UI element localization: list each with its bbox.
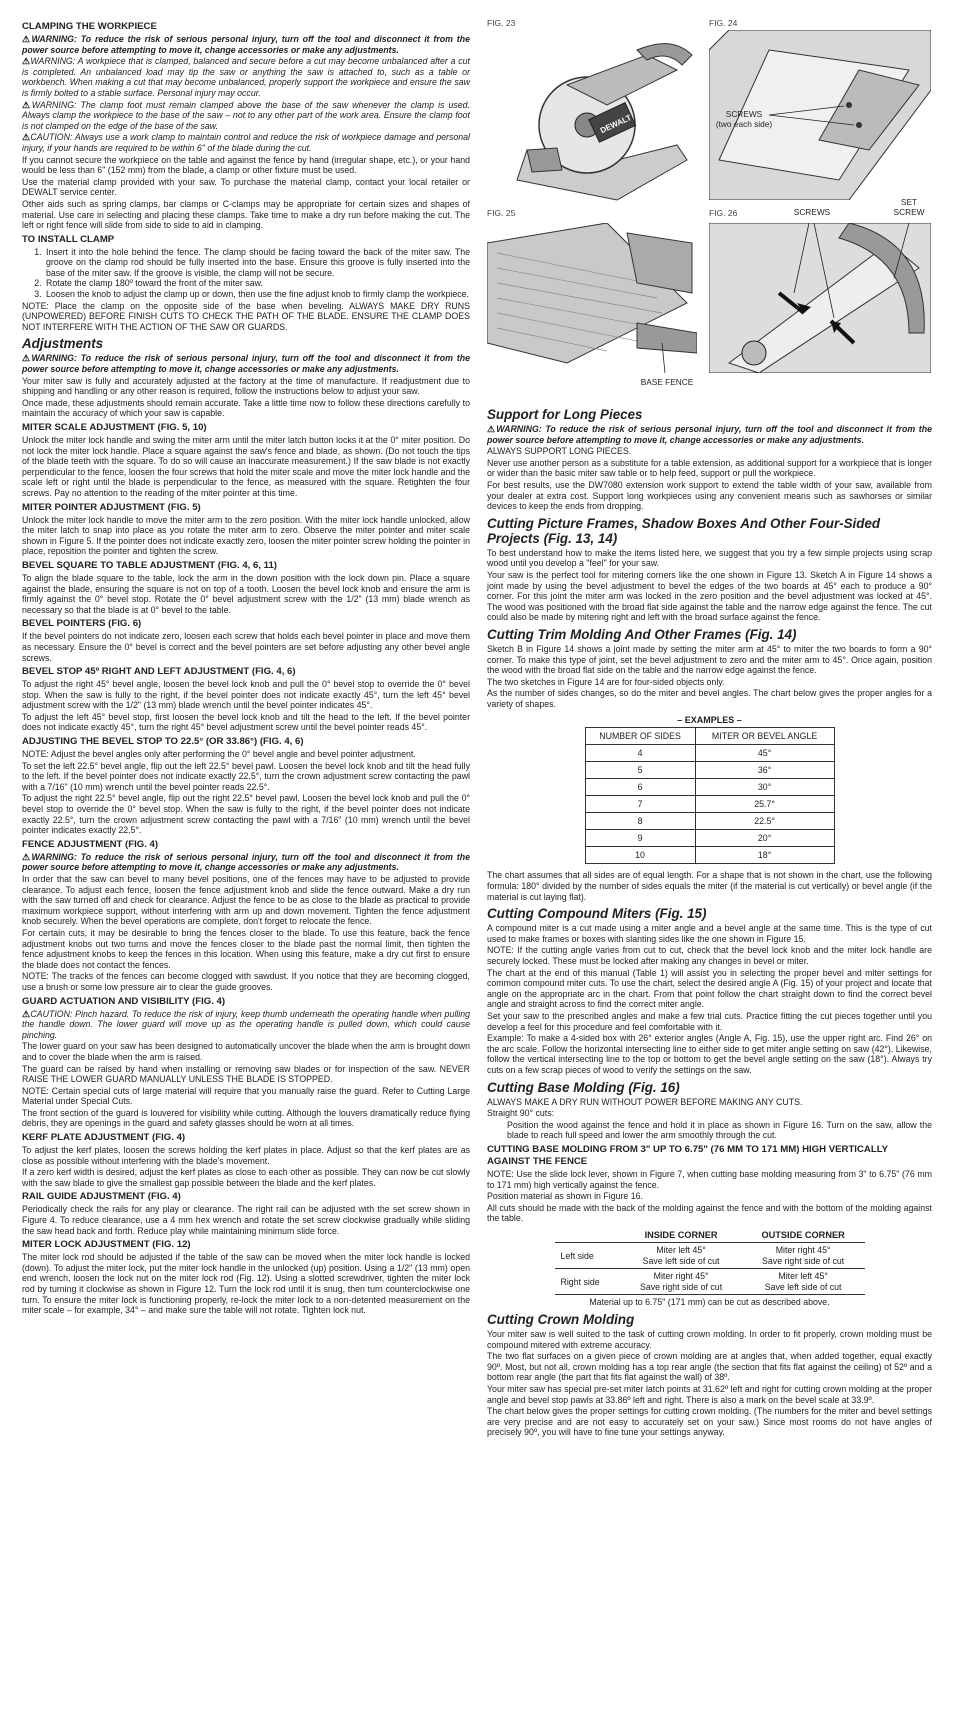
dewalt-logo-text: DEWALT xyxy=(598,112,633,136)
note: NOTE: Adjust the bevel angles only after performing the 0° bevel angle and bevel pointer adjustment. xyxy=(22,749,416,760)
base-molding-table xyxy=(555,1228,865,1296)
paragraph: For certain cuts, it may be desirable to bring the fences closer to the blade. To use this feature, back the fence adjustment knobs out two turns and move the fences closer to the blade past the normal limit, then tighten the fence adjustment knobs to keep the fences in this location. When using this feature, make a dry cut first to ensure the blade does not contact the fences. xyxy=(22,927,470,970)
warning-icon: ⚠ xyxy=(487,424,497,434)
fig26-screws-callout: SCREWS xyxy=(793,207,831,217)
table-row: 10 18° xyxy=(585,847,834,864)
section-picture-frames: Cutting Picture Frames, Shadow Boxes And Other Four-Sided Projects (Fig. 13, 14) xyxy=(487,515,881,546)
warning-icon: ⚠ xyxy=(22,851,32,862)
caution-icon: ⚠ xyxy=(22,132,31,143)
section-adjustments: Adjustments xyxy=(22,336,104,352)
warning-disconnect: ⚠WARNING: To reduce the risk of serious personal injury, turn off the tool and disconnect it from the power source before attempting to move it, change accessories or make any adjustments. xyxy=(22,34,470,55)
paragraph: Unlock the miter lock handle to move the miter arm to the zero position. With the miter lock handle unlocked, allow the miter latch to snap into place as you rotate the miter arm to zero. Observe the miter pointer and miter scale shown in Figure 5. If the pointer does not indicate exactly zero, loosen the miter pointer screw holding the pointer in place, reposition the pointer and tighten the screw. xyxy=(22,514,470,557)
paragraph: The chart assumes that all sides are of equal length. For a shape that is not shown in the chart, use the following formula: 180° divided by the number of sides equals the miter (if the material is cut vertically) or bevel angle (if the material is cut laying flat). xyxy=(487,870,932,902)
paragraph: Other aids such as spring clamps, bar clamps or C-clamps may be appropriate for certain sizes and shapes of material. Use care in selecting and placing these clamps. Take time to make a dry run before making the cut. The left or right fence will slide from side to side to aid in clamping. xyxy=(22,198,470,231)
warning-disconnect: ⚠WARNING: To reduce the risk of serious personal injury, turn off the tool and disconnect it from the power source before attempting to move it, change accessories or make any adjustments. xyxy=(22,851,470,873)
paragraph: To set the left 22.5° bevel angle, flip out the left 22.5° bevel pawl. Loosen the bevel lock knob and tilt the head fully to the left. If the bevel pointer does not indicate exactly 22.5°, turn the crown adjustment screw contacting the pawl with a 7/16" (10 mm) wrench until the bevel pointer reads 22.5°. xyxy=(22,760,470,792)
paragraph: Straight 90° cuts: xyxy=(487,1108,555,1119)
table-row: 9 20° xyxy=(585,830,834,847)
paragraph: Sketch B in Figure 14 shows a joint made by setting the miter arm at 45° to miter the two boards to form a 90° corner. To make this type of joint, set the bevel adjustment to zero and the miter arm to 45°. Once again, position the wood with the broad flat side on the table and the narrow edge against the fence. xyxy=(487,643,932,676)
heading-base-molding-vertical: CUTTING BASE MOLDING FROM 3" UP TO 6.75" (76 MM TO 171 MM) HIGH VERTICALLY AGAINST THE FENCE xyxy=(487,1143,888,1167)
install-steps xyxy=(22,247,470,300)
paragraph: A compound miter is a cut made using a miter angle and a bevel angle at the same time. This is the type of cut used to make frames or boxes with slanting sides like the one shown in Figure 15. xyxy=(487,923,932,944)
note: NOTE: Certain special cuts of large material will require that you manually raise the guard. Refer to Cutting Large Material under Special Cuts. xyxy=(22,1085,470,1107)
section-trim-molding: Cutting Trim Molding And Other Frames (Fig. 14) xyxy=(487,626,797,642)
heading-kerf: KERF PLATE ADJUSTMENT (FIG. 4) xyxy=(22,1132,186,1144)
paragraph: Periodically check the rails for any play or clearance. The right rail can be adjusted with the set screw shown in Figure 4. To reduce clearance, use a 4 mm hex wrench and rotate the set screw clockwise gradually while sliding the saw head back and forth. Reduce play while maintaining minimum slide force. xyxy=(22,1204,470,1236)
paragraph: Your miter saw is fully and accurately adjusted at the factory at the time of manufacture. If readjustment due to shipping and handling or any other reason is required, follow the instructions below to adjust your saw. xyxy=(22,375,470,397)
table-header: OUTSIDE CORNER xyxy=(742,1228,865,1243)
table-row: 4 45° xyxy=(585,745,834,762)
warning-icon: ⚠ xyxy=(22,34,32,44)
examples-table xyxy=(585,727,835,864)
warning-disconnect: ⚠WARNING: To reduce the risk of serious personal injury, turn off the tool and disconnect it from the power source before attempting to move it, change accessories or make any adjustments. xyxy=(22,353,470,375)
note: NOTE: If the cutting angle varies from cut to cut, check that the bevel lock knob and the miter lock handle are securely locked. These must be locked after making any changes in bevel or miter. xyxy=(487,945,932,967)
warning-icon: ⚠ xyxy=(22,353,32,364)
table-row: 8 22.5° xyxy=(585,813,834,830)
table-row: 6 30° xyxy=(585,779,834,796)
heading-bevel-pointers: BEVEL POINTERS (FIG. 6) xyxy=(22,618,142,630)
table-row: Right side Miter right 45° Save right side of cut Miter left 45° Save left side of cut xyxy=(555,1269,865,1295)
paragraph: To adjust the right 45° bevel angle, loosen the bevel lock knob and pull the 0° bevel stop to override the 0° bevel stop. When the saw is fully to the right, if the bevel pointer does not indicate exactly 45°, turn the left 45° bevel adjustment screw with the 1/2" (13 mm) blade wrench until the bevel pointer indicates 45°. xyxy=(22,679,470,711)
paragraph: Your miter saw has special pre-set miter latch points at 31.62º left and right for cutting crown molding at the proper angle and bevel stop pawls at 33.86º left and right. There is also a mark on the bevel scale at 33.9º. xyxy=(487,1383,932,1405)
paragraph: The lower guard on your saw has been designed to automatically uncover the blade when the arm is brought down and to cover the blade when the arm is raised. xyxy=(22,1041,470,1062)
fig24-label: FIG. 24 xyxy=(709,18,738,28)
paragraph: To align the blade square to the table, lock the arm in the down position with the lock down pin. Place a square against the blade, ensuring the square is not on top of a tooth. Loosen the bevel lock knob and ensure the arm is firmly against the 0° bevel stop. Rotate the 0° bevel adjustment screw with the 1/2" (13 mm) blade wrench as necessary so that the blade is at 0° bevel to the table. xyxy=(22,572,470,615)
heading-miter-scale: MITER SCALE ADJUSTMENT (FIG. 5, 10) xyxy=(22,422,207,433)
paragraph: If a zero kerf width is desired, adjust the kerf plates as close to each other as possible. They can now be cut slowly with the saw blade to give the smallest gap possible between the blade and the kerf plates. xyxy=(22,1167,470,1188)
caution-icon: ⚠ xyxy=(22,1008,31,1019)
paragraph: If the bevel pointers do not indicate zero, loosen each screw that holds each bevel pointer in place and move them as necessary. Ensure the 0° bevel is correct and the bevel pointers are set before adjusting any other bevel angle screws. xyxy=(22,631,470,663)
paragraph: In order that the saw can bevel to many bevel positions, one of the fences may have to be adjusted to provide clearance. To adjust each fence, loosen the fence adjustment knob and slide the fence outward. Make a dry run with the saw turned off and check for clearance. Adjust the fence to be as close to the blade as practical to provide maximum workpiece support, without interfering with arm up and down movement. Tighten the fence adjustment knob securely. When the bevel operations are complete, don't forget to relocate the fence. xyxy=(22,874,470,927)
warning-unbalanced: ⚠WARNING: A workpiece that is clamped, balanced and secure before a cut may become unbalanced after a cut is completed. An unbalanced load may tip the saw or anything the saw is attached to, such as a table or workbench. When making a cut that may become unbalanced, properly support the workpiece and ensure the saw is firmly bolted to a stable surface. Personal injury may occur. xyxy=(22,56,470,98)
table-footer-note: Material up to 6.75" (171 mm) can be cut as described above. xyxy=(589,1297,830,1308)
section-base-molding: Cutting Base Molding (Fig. 16) xyxy=(487,1079,680,1095)
paragraph: All cuts should be made with the back of the molding against the fence and with the bottom of the molding against the table. xyxy=(487,1202,932,1224)
table-row: 7 25.7° xyxy=(585,796,834,813)
paragraph: Never use another person as a substitute for a table extension, as additional support for a workpiece that is longer or wider than the basic miter saw table or to help feed, support or pull the workpiece. xyxy=(487,457,932,479)
caution-work-clamp: ⚠CAUTION: Always use a work clamp to maintain control and reduce the risk of workpiece damage and personal injury, if your hands are required to be within 6" of the blade during the cut. xyxy=(22,132,470,153)
heading-bevel-22: ADJUSTING THE BEVEL STOP TO 22.5° (OR 33.86°) (FIG. 4, 6) xyxy=(22,736,304,748)
table-row: Left side Miter left 45° Save left side of cut Miter right 45° Save right side of cut xyxy=(555,1243,865,1269)
paragraph: To adjust the left 45° bevel stop, first loosen the bevel lock knob and tilt the head to the left. If the bevel pointer does not indicate exactly 45°, turn the right 45° bevel adjustment screw until the bevel pointer reads 45°. xyxy=(22,711,470,733)
paragraph: ALWAYS MAKE A DRY RUN WITHOUT POWER BEFORE MAKING ANY CUTS. xyxy=(487,1096,803,1107)
examples-caption: – EXAMPLES – xyxy=(677,715,742,726)
left-column xyxy=(22,18,470,1317)
warning-icon: ⚠ xyxy=(22,99,32,110)
figures-block xyxy=(487,18,932,403)
note: NOTE: Place the clamp on the opposite side of the base when beveling. ALWAYS MAKE DRY RUNS (UNPOWERED) BEFORE FINISH CUTS TO CHECK THE PATH OF THE BLADE. ENSURE THE CLAMP DOES NOT INTERFERE WITH THE ACTION OF THE SAW OR GUARDS. xyxy=(22,300,470,332)
fig23-label: FIG. 23 xyxy=(487,18,516,28)
paragraph: Example: To make a 4-sided box with 26° exterior angles (Angle A, Fig. 15), use the upper right arc. Find 26° on the arc scale. Follow the horizontal intersecting line to either side to get miter angle setting on saw (42°). Likewise, follow the vertical intersecting line to the top or bottom to get the bevel angle setting on the saw (18°). Always try cuts on a few scrap pieces of wood to verify the settings on the saw. xyxy=(487,1033,932,1075)
paragraph: Use the material clamp provided with your saw. To purchase the material clamp, contact your local retailer or DEWALT service center. xyxy=(22,176,470,198)
fig23-saw-illustration xyxy=(497,30,697,210)
paragraph: To adjust the kerf plates, loosen the screws holding the kerf plates in place. Adjust so that the kerf plates are as close as possible without interfering with the blade's movement. xyxy=(22,1145,470,1166)
table-header: MITER OR BEVEL ANGLE xyxy=(695,728,834,745)
note: NOTE: Use the slide lock lever, shown in Figure 7, when cutting base molding measuring from 3" to 6.75" (76 mm to 171 mm) high vertically against the fence. xyxy=(487,1168,932,1190)
warning-disconnect: ⚠WARNING: To reduce the risk of serious personal injury, turn off the tool and disconnect it from the power source before attempting to move it, change accessories or make any adjustments. xyxy=(487,424,932,445)
fig25-base-fence-illustration xyxy=(487,223,697,373)
fig25-label: FIG. 25 xyxy=(487,208,516,218)
paragraph: The chart at the end of this manual (Table 1) will assist you in selecting the proper bevel and miter settings for common compound miter cuts. To use the chart, select the desired angle A (Fig. 15) of your project and locate that angle on the appropriate arc in the chart. From that point follow the chart straight down to find the correct bevel angle and straight across to find the correct miter angle. xyxy=(487,967,932,1010)
heading-clamping: CLAMPING THE WORKPIECE xyxy=(22,21,157,32)
paragraph: The front section of the guard is louvered for visibility while cutting. Although the louvers dramatically reduce flying debris, they are openings in the guard and safety glasses should be worn at all times. xyxy=(22,1107,470,1129)
table-header: INSIDE CORNER xyxy=(620,1228,741,1243)
fig26-rail-illustration xyxy=(709,223,931,373)
right-column xyxy=(487,18,932,1439)
fig25-base-fence-callout: BASE FENCE xyxy=(640,377,694,387)
heading-miter-pointer: MITER POINTER ADJUSTMENT (FIG. 5) xyxy=(22,501,201,513)
heading-install-clamp: TO INSTALL CLAMP xyxy=(22,233,115,245)
paragraph: Unlock the miter lock handle and swing the miter arm until the miter latch button locks it at the 0° miter position. Do not lock the miter lock handle. Place a square against the saw's fence and blade, as shown. (Do not touch the tips of the blade teeth with the square. To do so will cause an inaccurate measurement.) If the saw blade is not exactly perpendicular to the fence, loosen the four screws that hold the miter scale and move the miter lock handle and the scale left or right until the blade is perpendicular to the fence, as measured with the square. Retighten the four screws. Pay no attention to the reading of the miter pointer at this time. xyxy=(22,435,470,498)
paragraph: Position material as shown in Figure 16. xyxy=(487,1191,643,1202)
paragraph: If you cannot secure the workpiece on the table and against the fence by hand (irregular shape, etc.), or your hand would be less than 6" (152 mm) from the blade, a clamp or other fixture must be used. xyxy=(22,154,470,176)
list-item: 2. Rotate the clamp 180º toward the front of the miter saw. xyxy=(44,278,470,289)
table-header-row xyxy=(555,1228,865,1243)
paragraph: Once made, these adjustments should remain accurate. Take a little time now to follow these directions carefully to maintain the accuracy of which your saw is capable. xyxy=(22,397,470,419)
heading-bevel-stop-45: BEVEL STOP 45º RIGHT AND LEFT ADJUSTMENT (FIG. 4, 6) xyxy=(22,666,296,678)
fig26-label: FIG. 26 xyxy=(709,208,738,218)
fig24-screws-callout: SCREWS (two each side) xyxy=(715,109,773,129)
fig26-set-screw-callout: SET SCREW xyxy=(893,197,925,217)
paragraph: To adjust the right 22.5° bevel angle, flip out the right 22.5° bevel pawl. Loosen the bevel lock knob and pull the 0° bevel stop to override the 0° bevel stop. When the saw is fully to the right, if the bevel pointer does not indicate exactly 22.5°, turn the crown adjustment screw contacting the pawl with a 7/16" (10 mm) wrench until the bevel pointer indicates exactly 22.5°. xyxy=(22,793,470,836)
paragraph: Position the wood against the fence and hold it in place as shown in Figure 16. Turn on the saw, allow the blade to reach full speed and lower the arm smoothly through the cut. xyxy=(507,1119,932,1141)
paragraph: Your saw is the perfect tool for mitering corners like the one shown in Figure 13. Sketch A in Figure 14 shows a joint made by using the bevel adjustment to bevel the edges of the two boards at 45° each to produce a 90° corner. For this joint the miter arm was locked in the zero position and the bevel adjustment was locked at 45°. The wood was positioned with the broad flat side against the table and the narrow edge against the fence. The cut could also be made by mitering right and left with the broad surface against the fence. xyxy=(487,569,932,623)
table-header-row xyxy=(585,728,834,745)
heading-miter-lock: MITER LOCK ADJUSTMENT (FIG. 12) xyxy=(22,1239,191,1251)
paragraph: Your miter saw is well suited to the task of cutting crown molding. In order to fit properly, crown molding must be compound mitered with extreme accuracy. xyxy=(487,1329,932,1350)
section-compound-miters: Cutting Compound Miters (Fig. 15) xyxy=(487,906,707,922)
paragraph: The two sketches in Figure 14 are for four-sided objects only. xyxy=(487,676,725,687)
note: NOTE: The tracks of the fences can become clogged with sawdust. If you notice that they are becoming clogged, use a brush or some low pressure air to clear the guide grooves. xyxy=(22,971,470,992)
paragraph: To best understand how to make the items listed here, we suggest that you try a few simple projects using scrap wood until you develop a "feel" for your saw. xyxy=(487,547,932,569)
heading-guard: GUARD ACTUATION AND VISIBILITY (FIG. 4) xyxy=(22,995,226,1007)
section-crown-molding: Cutting Crown Molding xyxy=(487,1312,635,1327)
list-item: 1. Insert it into the hole behind the fence. The clamp should be facing toward the back of the miter saw. The groove on the clamp rod should be fully inserted into the base. Ensure this groove is fully inserted into the base of the miter saw. If the groove is visible, the clamp will not be secure. xyxy=(44,247,470,279)
heading-fence: FENCE ADJUSTMENT (FIG. 4) xyxy=(22,838,159,850)
heading-bevel-square: BEVEL SQUARE TO TABLE ADJUSTMENT (FIG. 4, 6, 11) xyxy=(22,559,277,571)
warning-icon: ⚠ xyxy=(22,56,31,67)
paragraph: The guard can be raised by hand when installing or removing saw blades or for inspection of the saw. NEVER RAISE THE LOWER GUARD MANUALLY UNLESS THE BLADE IS STOPPED. xyxy=(22,1063,470,1085)
paragraph: The two flat surfaces on a given piece of crown molding are at angles that, when added together, equal exactly 90º. Most, but not all, crown molding has a top rear angle (the section that fits flat against the ceiling) of 52º and a bottom rear angle (the part that fits flat against the wall) of 38º. xyxy=(487,1351,932,1383)
list-item: 3. Loosen the knob to adjust the clamp up or down, then use the fine adjust knob to firmly clamp the workpiece. xyxy=(44,289,470,300)
paragraph: For best results, use the DW7080 extension work support to extend the table width of your saw, available from your dealer at extra cost. Support long workpieces using any convenient means such as sawhorses or similar devices to keep the ends from dropping. xyxy=(487,479,932,512)
table-row: 5 36° xyxy=(585,762,834,779)
paragraph: As the number of sides changes, so do the miter and bevel angles. The chart below gives the proper angles for a variety of shapes. xyxy=(487,688,932,709)
warning-clamp-foot: ⚠WARNING: The clamp foot must remain clamped above the base of the saw whenever the clamp is used. Always clamp the workpiece to the base of the saw – not to any other part of the work area. Ensure the clamp foot is not clamped on the edge of the base of the saw. xyxy=(22,99,470,131)
heading-rail: RAIL GUIDE ADJUSTMENT (FIG. 4) xyxy=(22,1191,181,1203)
table-header: NUMBER OF SIDES xyxy=(585,728,695,745)
paragraph: The chart below gives the proper settings for cutting crown molding. (The numbers for the miter and bevel settings are very precise and are not easy to accurately set on your saw.) Since most rooms do not have angles of precisely 90º, you will have to fine tune your settings anyway. xyxy=(487,1406,932,1438)
paragraph: ALWAYS SUPPORT LONG PIECES. xyxy=(487,446,632,457)
paragraph: The miter lock rod should be adjusted if the table of the saw can be moved when the miter lock handle is locked (down). To adjust the miter lock, put the miter lock handle in the unlocked (up) position. Using a 1/2" (13 mm) open end wrench, loosen the lock nut on the miter lock rod (Fig. 12). Using a slotted screwdriver, tighten the miter lock rod by turning it clockwise as shown in Figure 12. Turn the lock rod until it is snug, then turn counterclockwise one turn. To ensure the miter lock is functioning properly, re-lock the miter lock to a non-detented measurement on the miter scale – for example, 34° – and make sure the table will not rotate. Tighten lock nut. xyxy=(22,1252,470,1316)
paragraph: Set your saw to the prescribed angles and make a few trial cuts. Practice fitting the cut pieces together until you develop a feel for this procedure and feel comfortable with it. xyxy=(487,1011,932,1032)
caution-pinch: ⚠CAUTION: Pinch hazard. To reduce the risk of injury, keep thumb underneath the operating handle when pulling the handle down. The lower guard will move up as the operating handle is pulled down, which could cause pinching. xyxy=(22,1008,470,1040)
section-support: Support for Long Pieces xyxy=(487,407,643,422)
